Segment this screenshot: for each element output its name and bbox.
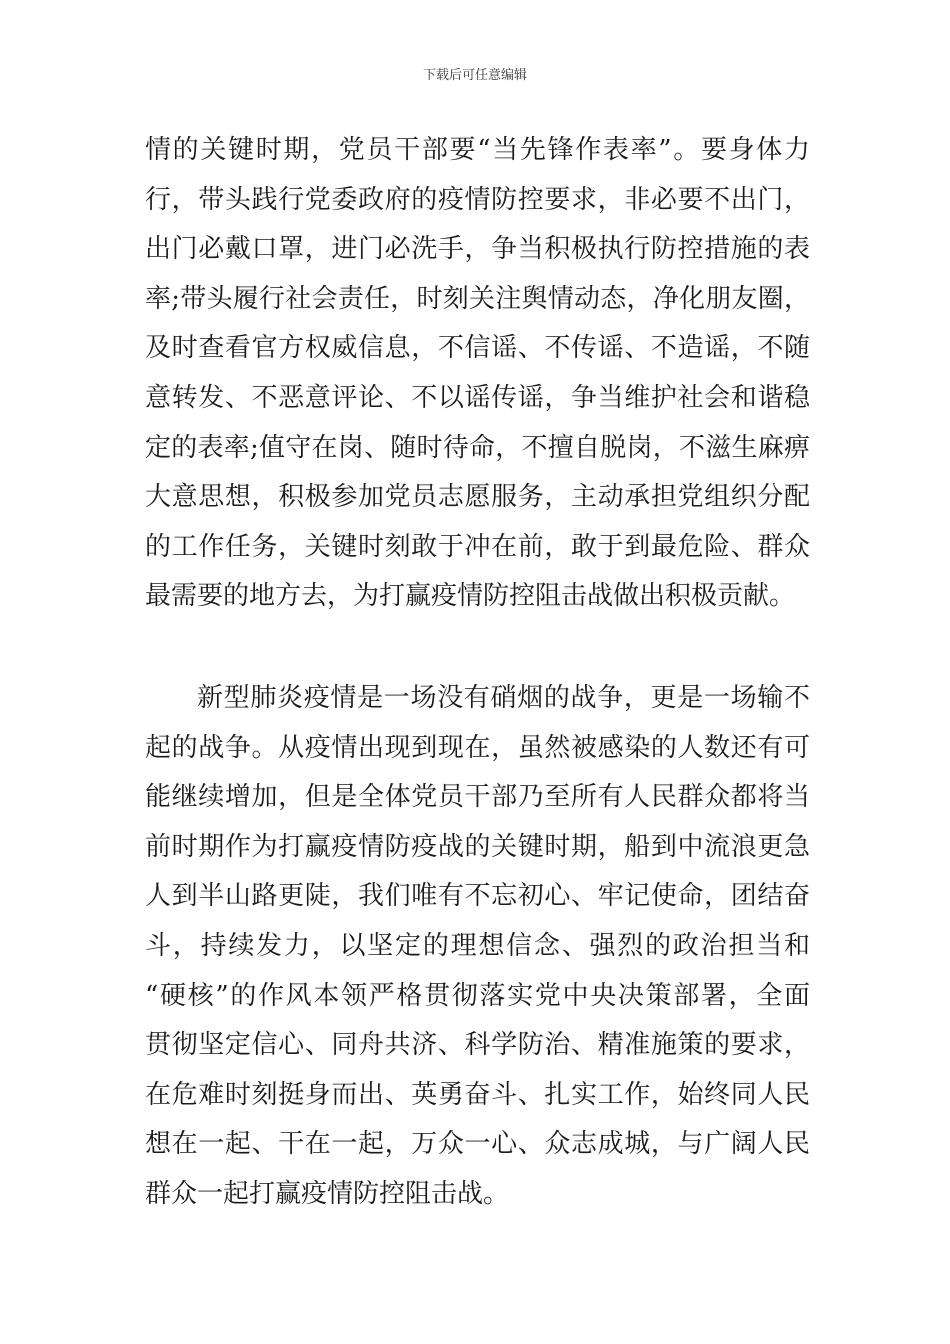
text-line: 最需要的地方去，为打赢疫情防控阻击战做出积极贡献。 xyxy=(145,581,796,612)
text-line: 大意思想，积极参加党员志愿服务，主动承担党组织分配 xyxy=(145,482,810,513)
text-line: 定的表率;值守在岗、随时待命，不擅自脱岗，不滋生麻痹 xyxy=(145,432,810,463)
text-line: 想在一起、干在一起，万众一心、众志成城，与广阔人民 xyxy=(145,1129,810,1160)
text-line: 及时查看官方权威信息，不信谣、不传谣、不造谣，不随 xyxy=(145,333,810,364)
text-line: 人到半山路更陡，我们唯有不忘初心、牢记使命，团结奋 xyxy=(145,881,810,912)
text-line: 群众一起打赢疫情防控阻击战。 xyxy=(145,1178,510,1209)
text-line: 行，带头践行党委政府的疫情防控要求，非必要不出门， xyxy=(145,184,810,215)
text-line: 新型肺炎疫情是一场没有硝烟的战争，更是一场输不 xyxy=(197,683,810,713)
text-line: 意转发、不恶意评论、不以谣传谣，争当维护社会和谐稳 xyxy=(145,382,810,413)
page-header: 下载后可任意编辑 xyxy=(422,68,527,83)
paragraph-1 xyxy=(145,126,810,622)
text-line: “硬核”的作风本领严格贯彻落实党中央决策部署，全面 xyxy=(145,980,810,1011)
paragraph-2 xyxy=(145,674,810,1220)
text-line: 斗，持续发力，以坚定的理想信念、强烈的政治担当和 xyxy=(145,930,810,961)
text-line: 情的关键时期，党员干部要“当先锋作表率”。要身体力 xyxy=(145,135,810,165)
text-line: 的工作任务，关键时刻敢于冲在前，敢于到最危险、群众 xyxy=(145,531,810,562)
text-line: 率;带头履行社会责任，时刻关注舆情动态，净化朋友圈， xyxy=(145,283,810,314)
text-line: 贯彻坚定信心、同舟共济、科学防治、精准施策的要求， xyxy=(145,1030,810,1061)
text-line: 起的战争。从疫情出现到现在，虽然被感染的人数还有可 xyxy=(145,732,810,763)
text-line: 在危难时刻挺身而出、英勇奋斗、扎实工作，始终同人民 xyxy=(145,1079,810,1110)
text-line: 前时期作为打赢疫情防疫战的关键时期，船到中流浪更急 xyxy=(145,831,810,862)
text-line: 能继续增加，但是全体党员干部乃至所有人民群众都将当 xyxy=(145,782,810,813)
text-line: 出门必戴口罩，进门必洗手，争当积极执行防控措施的表 xyxy=(145,234,810,265)
